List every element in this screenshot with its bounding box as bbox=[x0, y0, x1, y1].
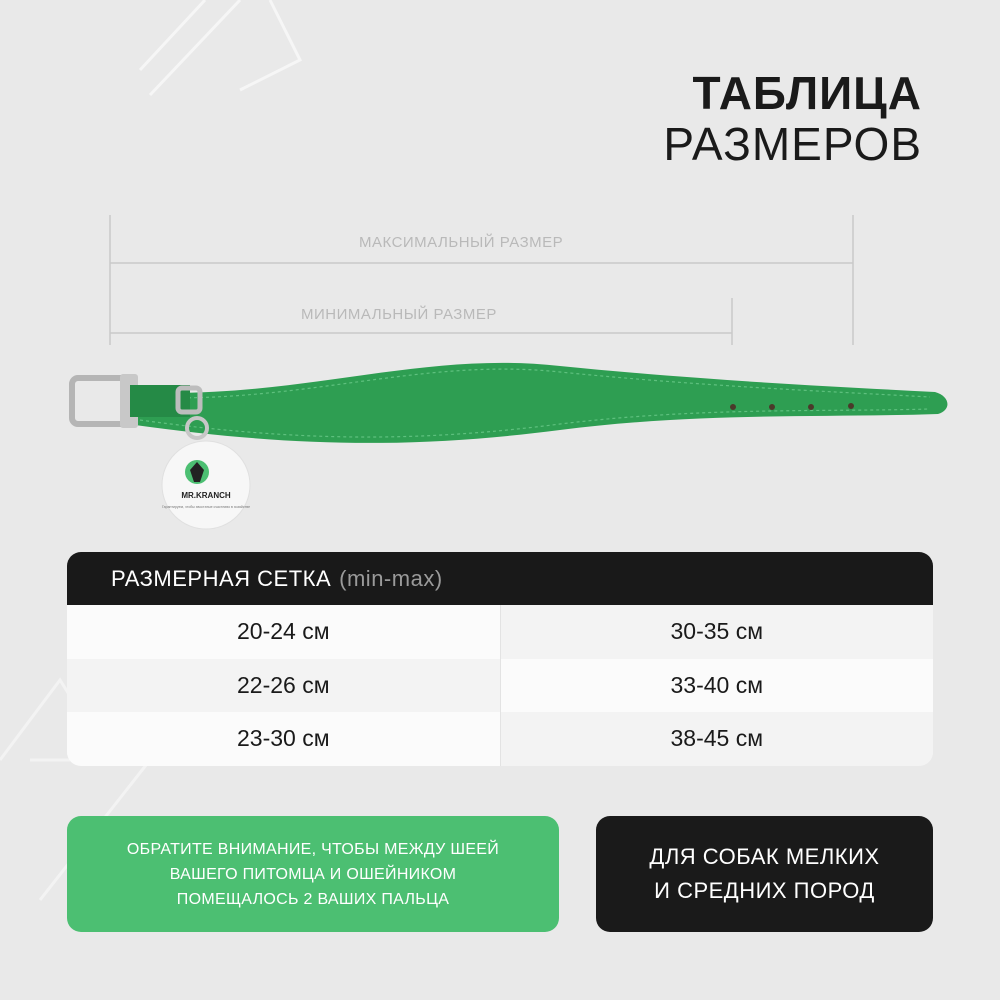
tag-slogan: Гарантируем, чтобы хвостатые счастливо в хозяйстве bbox=[161, 505, 251, 509]
max-size-label: МАКСИМАЛЬНЫЙ РАЗМЕР bbox=[359, 234, 564, 251]
collar-image bbox=[0, 360, 1000, 540]
fit-tip-card bbox=[67, 816, 559, 932]
breed-line-2: И СРЕДНИХ ПОРОД bbox=[654, 878, 875, 903]
breed-line-1: ДЛЯ СОБАК МЕЛКИХ bbox=[649, 844, 880, 869]
size-cell: 38-45 см bbox=[500, 712, 934, 766]
title-line-2: РАЗМЕРОВ bbox=[663, 118, 922, 170]
size-cell: 33-40 см bbox=[500, 659, 934, 713]
size-table bbox=[67, 552, 933, 766]
size-cell: 30-35 см bbox=[500, 605, 934, 659]
size-table-subtitle: (min-max) bbox=[339, 565, 443, 591]
size-cell: 20-24 см bbox=[67, 605, 500, 659]
breed-card bbox=[596, 816, 933, 932]
size-cell: 23-30 см bbox=[67, 712, 500, 766]
size-cell: 22-26 см bbox=[67, 659, 500, 713]
title-line-1: ТАБЛИЦА bbox=[692, 67, 922, 119]
table-row bbox=[67, 712, 933, 766]
table-row bbox=[67, 659, 933, 713]
size-table-header bbox=[67, 552, 933, 605]
table-row bbox=[67, 605, 933, 659]
fit-tip-line-2: ВАШЕГО ПИТОМЦА И ОШЕЙНИКОМ bbox=[169, 865, 457, 883]
fit-tip-line-1: ОБРАТИТЕ ВНИМАНИЕ, ЧТОБЫ МЕЖДУ ШЕЕЙ bbox=[126, 840, 500, 858]
size-table-title: РАЗМЕРНАЯ СЕТКА bbox=[111, 565, 332, 591]
fit-tip-line-3: ПОМЕЩАЛОСЬ 2 ВАШИХ ПАЛЬЦА bbox=[176, 890, 450, 908]
tag-brand: MR.KRANCH bbox=[181, 491, 231, 500]
min-size-label: МИНИМАЛЬНЫЙ РАЗМЕР bbox=[301, 306, 497, 323]
